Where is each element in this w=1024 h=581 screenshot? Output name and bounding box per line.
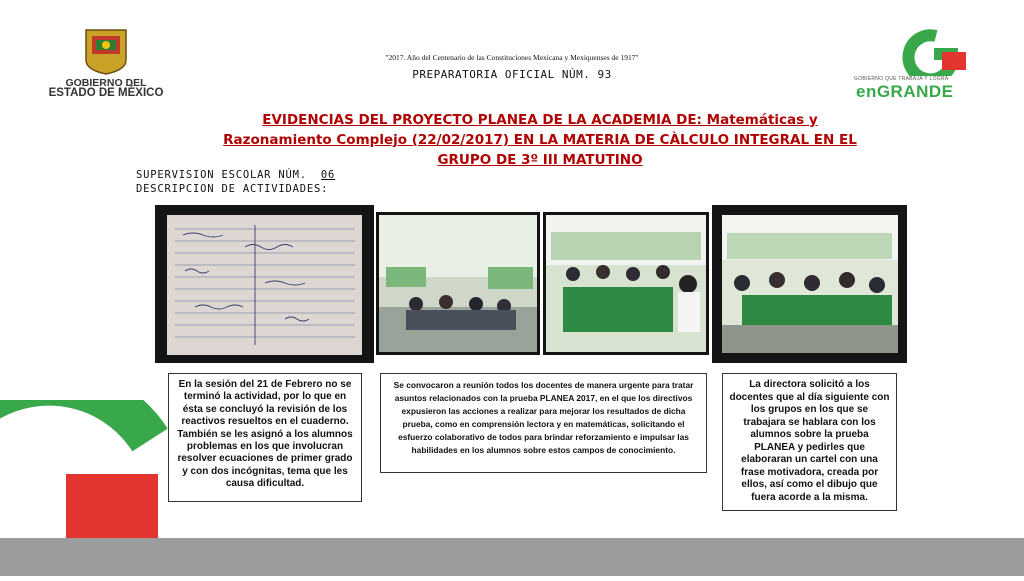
engrande-logo: [852, 26, 984, 102]
logo-line-1: GOBIERNO DEL: [65, 77, 147, 89]
students-image: [712, 205, 907, 363]
photo-meeting-2: [543, 212, 709, 355]
estado-de-mexico-logo: [40, 28, 172, 102]
classroom-image: [543, 212, 709, 355]
photo-notebook: [155, 205, 374, 363]
g-logo-icon: [852, 26, 984, 76]
logo-tagline: GOBIERNO QUE TRABAJA Y LOGRA: [854, 76, 949, 82]
school-name: PREPARATORIA OFICIAL NÚM. 93: [412, 68, 612, 81]
description-box-2: Se convocaron a reunión todos los docentes de manera urgente para tratar asuntos relacionados con la prueba PLANEA 2017, en el que los directivos expusieron las acciones a realizar para mejorar los resultados de dicha prueba, como en comprensión lectora y en matemáticas, solicitando el esfuerzo colaborativo de todos para brindar reforzamiento e impulsar las habilidades en los alumnos sobre estos campos de conocimiento.: [380, 373, 707, 473]
page-title: EVIDENCIAS DEL PROYECTO PLANEA DE LA ACADEMIA DE: Matemáticas y Razonamiento Complejo (22/02/2017) EN LA MATERIA DE CÀLCULO INTEGRAL EN EL GRUPO DE 3º III MATUTINO: [223, 112, 857, 168]
notebook-image: [155, 205, 374, 363]
supervision-label: SUPERVISION ESCOLAR NÚM.: [136, 169, 307, 181]
logo-brand: enGRANDE: [856, 82, 954, 101]
meeting-image: [376, 212, 540, 355]
motto-text: "2017. Año del Centenario de las Constituciones Mexicana y Mexiquenses de 1917": [385, 53, 639, 62]
photo-meeting-1: [376, 212, 540, 355]
photo-classroom: [712, 205, 907, 363]
description-box-1: En la sesión del 21 de Febrero no se terminó la actividad, por lo que en ésta se concluyó la revisión de los reactivos resueltos en el cuaderno. También se les asignó a los alumnos problemas en los que involucran resolver ecuaciones de primer grado y con dos incógnitas, tema que les causa dificultad.: [168, 373, 362, 502]
description-box-3: La directora solicitó a los docentes que al día siguiente con los grupos en los que se trabajara se hablara con los alumnos sobre la prueba PLANEA y pedirles que elaboraran un cartel con una frase motivadora, creada por ellos, así como el dibujo que fuera acorde a la misma.: [722, 373, 897, 511]
supervision-line: [136, 169, 335, 181]
activities-label: DESCRIPCION DE ACTIVIDADES:: [136, 183, 329, 195]
logo-line-2: ESTADO DE MÉXICO: [48, 87, 164, 99]
supervision-number: 06: [320, 169, 336, 181]
footer-bar: [0, 538, 1024, 576]
